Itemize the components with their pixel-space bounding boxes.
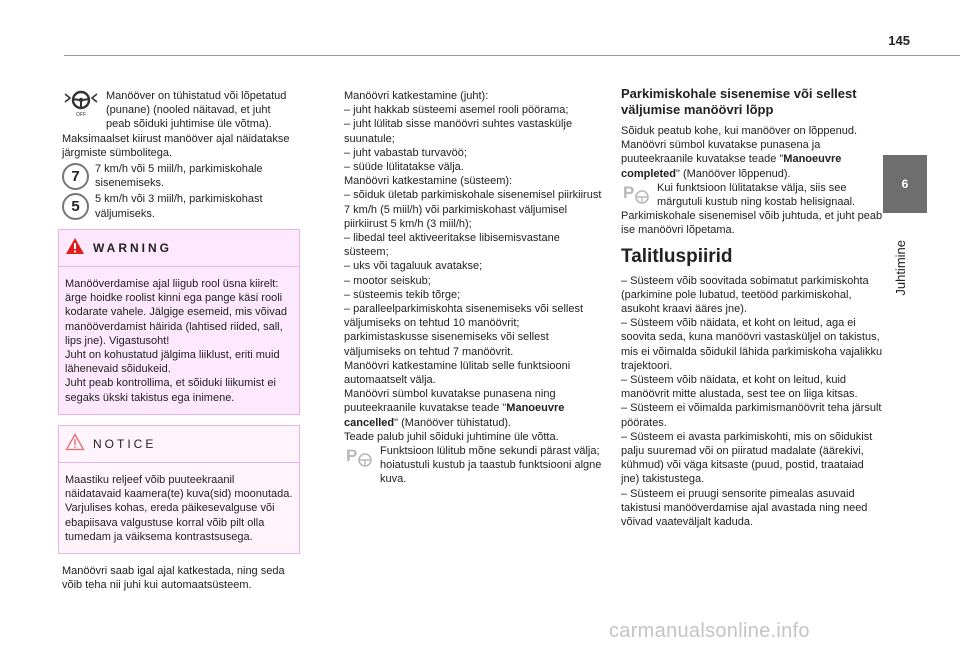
svg-text:OFF: OFF bbox=[76, 112, 86, 117]
page-number: 145 bbox=[888, 33, 910, 48]
completed-message-bold: Manoeuvre completed bbox=[621, 153, 842, 180]
notice-header bbox=[59, 426, 299, 463]
section-heading: Parkimiskohale sisenemise või sellest väljumise manöövri lõpp bbox=[621, 86, 857, 117]
svg-text:P: P bbox=[623, 182, 635, 202]
text-line: – süsteemis tekib tõrge; bbox=[344, 288, 461, 301]
limit-item: – Süsteem võib näidata, et koht on leitud, aga ei soovita seda, kuna manöövri vastasküljel on takistus, mis ei võimalda sõidukil lähida parkimiskoha vajalikku trajektoori. bbox=[621, 317, 883, 372]
warning-line: Juht peab kontrollima, et sõiduki liikumist ei segaks ükski takistus ega inimene. bbox=[65, 377, 276, 404]
limit-item: – Süsteem ei avasta parkimiskohti, mis on sõidukist palju suuremad või on piiratud madalate (äärekivi, kühmud) või väga kitsaste (puud, postid, traataiad jne) takistustega. bbox=[621, 430, 873, 486]
text-line: – sõiduk ületab parkimiskohale sisenemisel piirkiirust 7 km/h (5 miil/h) või parkimiskohast väljumisel piirkiirust 5 km/h (3 miil/h); bbox=[344, 189, 602, 230]
speed-limit-7-icon: 7 bbox=[62, 163, 89, 190]
cancel-message: Manöövri sümbol kuvatakse punasena ning puuteekraanile kuvatakse teade "Manoeuvre cancelled" (Manööver tühistatud). bbox=[344, 388, 565, 429]
speed-5-text: 5 km/h või 3 miil/h, parkimiskohast väljumiseks. bbox=[95, 193, 263, 220]
limit-item: – Süsteem ei pruugi sensorite pimealas asuvaid takistusi manööverdamise ajal avastada ning need võivad vaateväljalt kaduda. bbox=[621, 487, 868, 529]
cancel-after: Teade palub juhil sõiduki juhtimine üle võtta. bbox=[344, 430, 559, 443]
text-line: Manöövri katkestamine (juht): bbox=[344, 90, 489, 102]
text-line: – süüde lülitatakse välja. bbox=[344, 161, 464, 174]
notice-box bbox=[58, 425, 300, 554]
text-line: – juht hakkab süsteemi asemel rooli pöörama; bbox=[344, 104, 569, 117]
notice-title: NOTICE bbox=[93, 436, 157, 451]
speed-7-row bbox=[62, 162, 294, 190]
warning-triangle-icon bbox=[65, 237, 85, 259]
speed-limit-5-icon: 5 bbox=[62, 193, 89, 220]
svg-text:P: P bbox=[346, 446, 358, 466]
text-p3: Parkimiskohale sisenemisel võib juhtuda, et juht peab ise manöövri lõpetama. bbox=[621, 210, 883, 237]
park-icon-row bbox=[344, 444, 602, 487]
notice-body bbox=[59, 463, 299, 553]
completed-message: Manöövri sümbol kuvatakse punasena ja puuteekraanile kuvatakse teade "Manoeuvre completed" (Manööver lõppenud). bbox=[621, 139, 842, 180]
speed-intro: Maksimaalset kiirust manööver ajal näidatakse järgmiste sümbolitega. bbox=[62, 132, 290, 159]
warning-line: Manööverdamise ajal liigub rool üsna kiirelt: ärge hoidke roolist kinni ega pange käsi rooli kodarate vahele. Jälgige esemeid, mis võivad manööverdamist häirida (lahtised riided, sall, lips jne). Vigastusoht! bbox=[65, 278, 287, 347]
warning-box bbox=[58, 229, 300, 415]
text-line: – uks või tagaluuk avatakse; bbox=[344, 260, 483, 273]
text-line: Manöövri katkestamine (süsteem): bbox=[344, 175, 513, 188]
notice-line: Maastiku reljeef võib puuteekraanil näidatavaid kaamera(te) kuva(sid) moonutada. bbox=[65, 474, 293, 501]
text-line: – libedal teel aktiveeritakse libisemisvastane süsteem; bbox=[344, 232, 560, 259]
text-line: Manöövri katkestamine lülitab selle funktsiooni automaatselt välja. bbox=[344, 359, 571, 387]
cancelled-symbol-row bbox=[62, 89, 294, 132]
park-icon-text: Funktsioon lülitub mõne sekundi pärast välja; hoiatustuli kustub ja taastub funktsiooni algne kuva. bbox=[380, 445, 602, 486]
column-1 bbox=[62, 89, 294, 592]
limit-item: – Süsteem võib näidata, et koht on leitud, kuid manöövrit mitte alustada, sest tee on liiga kitsas. bbox=[621, 374, 858, 401]
notice-triangle-icon bbox=[65, 433, 85, 455]
intro-text: Manööver on tühistatud või lõpetatud (punane) (nooled näitavad, et juht peab sõiduki juhtimise üle võtma). bbox=[106, 90, 287, 131]
park-assist-icon bbox=[344, 444, 374, 472]
watermark: carmanualsonline.info bbox=[609, 620, 810, 642]
park-assist-icon bbox=[621, 181, 651, 209]
limit-item: – Süsteem võib soovitada sobimatut parkimiskohta (parkimine pole lubatud, teetööd parkimiskohal, asukoht kraavi ääres jne). bbox=[621, 274, 869, 316]
speed-7-text: 7 km/h või 5 miil/h, parkimiskohale sisenemiseks. bbox=[95, 163, 263, 190]
warning-body bbox=[59, 267, 299, 414]
warning-line: Juht on kohustatud jälgima liiklust, eriti muid lähenevaid sõidukeid. bbox=[65, 349, 280, 376]
text-line: – juht lülitab sisse manöövri suhtes vastaskülje suunatule; bbox=[344, 118, 573, 145]
warning-title: WARNING bbox=[93, 240, 172, 255]
speed-5-row bbox=[62, 192, 294, 220]
warning-header bbox=[59, 230, 299, 267]
text-line: – mootor seiskub; bbox=[344, 274, 431, 287]
column-2 bbox=[344, 89, 602, 487]
text-line: – juht vabastab turvavöö; bbox=[344, 146, 467, 159]
column-3 bbox=[621, 86, 883, 529]
header-rule bbox=[64, 55, 960, 56]
chapter-tab[interactable]: 6 bbox=[883, 155, 927, 213]
outro-text: Manöövri saab igal ajal katkestada, ning seda võib teha nii juhi kui automaatsüsteem. bbox=[62, 565, 285, 592]
cancel-message-bold: Manoeuvre cancelled bbox=[344, 402, 565, 429]
chapter-label: Juhtimine bbox=[893, 240, 908, 296]
limit-item: – Süsteem ei võimalda parkimismanöövrit teha järsult pöörates. bbox=[621, 402, 882, 429]
notice-line: Varjulises kohas, ereda päikesevalguse või ebapiisava valgustuse korral võib pilt olla tumedam ja väiksema kontrastsusega. bbox=[65, 502, 275, 543]
park-icon-row bbox=[621, 181, 883, 209]
limits-heading: Talitluspiirid bbox=[621, 245, 733, 267]
text-line: – paralleelparkimiskohta sisenemiseks või sellest väljumiseks on tehtud 10 manöövrit; parkimistaskusse sisenemiseks või sellest väljumiseks on tehtud 7 manöövrit. bbox=[344, 303, 584, 358]
text-p1: Sõiduk peatub kohe, kui manööver on lõppenud. bbox=[621, 125, 858, 137]
park-icon-text: Kui funktsioon lülitatakse välja, siis see märgutuli kustub ning kostab helisignaal. bbox=[657, 181, 856, 209]
steering-wheel-off-icon bbox=[62, 89, 100, 121]
